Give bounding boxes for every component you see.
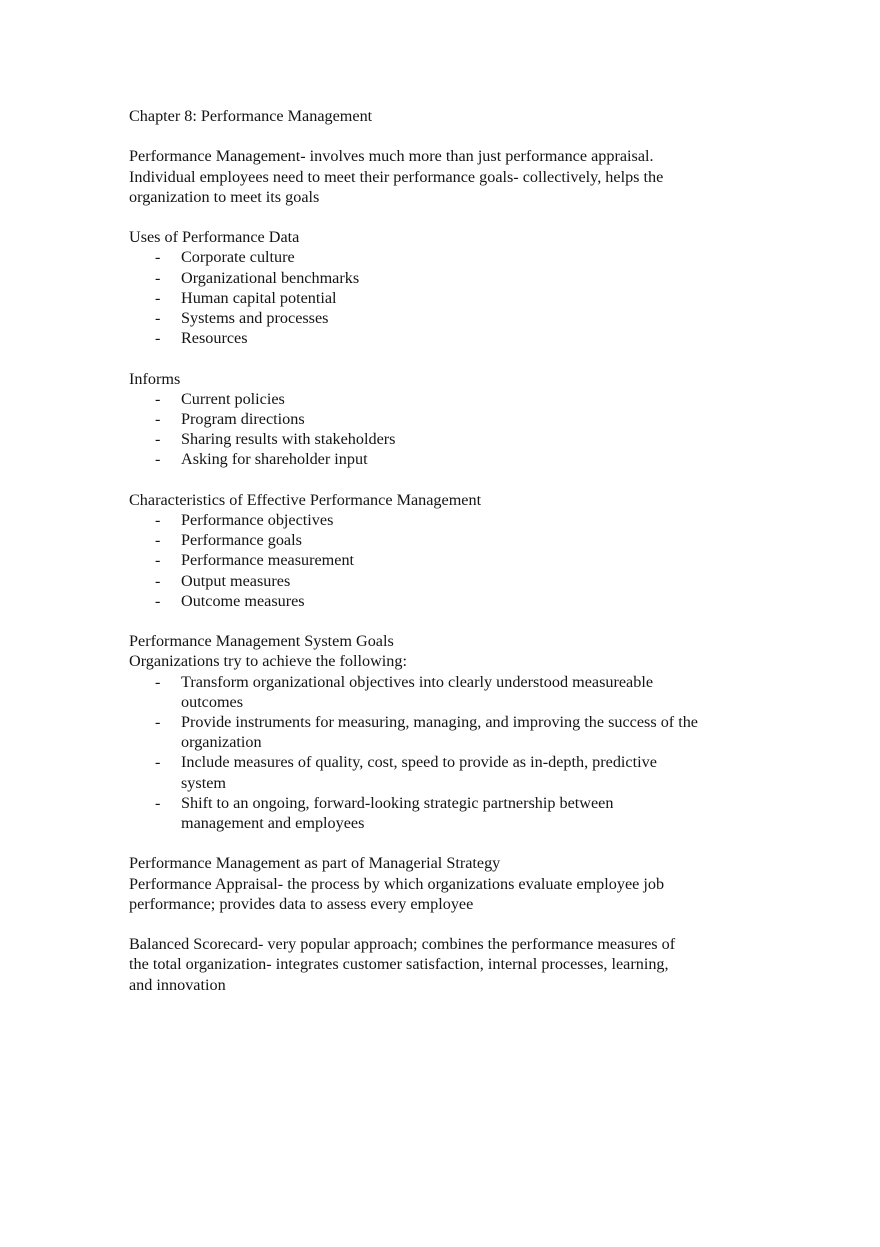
text-line: and innovation xyxy=(129,975,226,994)
section-heading-uses: Uses of Performance Data xyxy=(129,228,300,247)
list-item xyxy=(129,712,749,752)
bullet-dash: - xyxy=(155,268,161,287)
bullet-dash: - xyxy=(155,389,161,408)
bullet-dash: - xyxy=(155,571,161,590)
list-item xyxy=(129,752,749,792)
list-item-text: Current policies xyxy=(181,389,285,408)
bullet-dash: - xyxy=(155,753,161,772)
text-line: performance; provides data to assess every employee xyxy=(129,894,474,913)
text-line: Individual employees need to meet their performance goals- collectively, helps the xyxy=(129,167,664,186)
list-item xyxy=(129,510,749,530)
section-heading-strategy: Performance Management as part of Managerial Strategy xyxy=(129,854,501,873)
list-item xyxy=(129,550,749,570)
goals-list xyxy=(129,672,749,834)
bullet-dash: - xyxy=(155,410,161,428)
text-line: organization to meet its goals xyxy=(129,187,320,206)
list-item-text: organization xyxy=(181,733,262,752)
list-item xyxy=(129,247,749,267)
bullet-dash: - xyxy=(155,430,161,449)
bullet-dash: - xyxy=(155,450,161,469)
document-body xyxy=(129,106,749,995)
list-item-text: system xyxy=(181,773,226,792)
bullet-dash: - xyxy=(155,793,161,812)
bullet-dash: - xyxy=(155,591,161,610)
list-item-text: Transform organizational objectives into clearly understood measureable xyxy=(181,672,653,691)
bullet-dash: - xyxy=(155,248,161,267)
list-item-text: Include measures of quality, cost, speed to provide as in-depth, predictive xyxy=(181,753,657,772)
list-item xyxy=(129,672,749,712)
list-item xyxy=(129,328,749,348)
list-item xyxy=(129,449,749,469)
list-item xyxy=(129,308,749,328)
list-item-text: Organizational benchmarks xyxy=(181,268,360,287)
list-item-text: Corporate culture xyxy=(181,248,295,267)
text-line: Balanced Scorecard- very popular approach; combines the performance measures of xyxy=(129,935,676,954)
list-item xyxy=(129,389,749,409)
list-item-text: Performance objectives xyxy=(181,511,334,529)
section-heading-informs: Informs xyxy=(129,369,181,388)
bullet-dash: - xyxy=(155,551,161,570)
bullet-dash: - xyxy=(155,309,161,327)
text-line: Performance Appraisal- the process by which organizations evaluate employee job xyxy=(129,874,665,893)
list-item xyxy=(129,571,749,591)
list-item-text: Sharing results with stakeholders xyxy=(181,430,396,449)
bullet-dash: - xyxy=(155,713,161,732)
list-item-text: management and employees xyxy=(181,814,365,833)
section-subheading-goals: Organizations try to achieve the following: xyxy=(129,652,407,671)
list-item xyxy=(129,268,749,288)
list-item xyxy=(129,288,749,308)
section-heading-characteristics: Characteristics of Effective Performance Management xyxy=(129,490,482,509)
list-item xyxy=(129,793,749,833)
list-item-text: Human capital potential xyxy=(181,288,337,307)
bullet-dash: - xyxy=(155,531,161,550)
list-item xyxy=(129,429,749,449)
list-item-text: Output measures xyxy=(181,571,291,590)
list-item-text: Provide instruments for measuring, managing, and improving the success of the xyxy=(181,713,698,732)
uses-list xyxy=(129,247,749,348)
scorecard-paragraph xyxy=(129,934,749,995)
list-item xyxy=(129,409,749,429)
list-item-text: Systems and processes xyxy=(181,309,329,327)
list-item-text: Performance goals xyxy=(181,531,302,550)
bullet-dash: - xyxy=(155,672,161,691)
text-line: Performance Management- involves much more than just performance appraisal. xyxy=(129,147,654,166)
text-line: the total organization- integrates customer satisfaction, internal processes, learning, xyxy=(129,955,669,974)
list-item-text: Performance measurement xyxy=(181,551,355,570)
bullet-dash: - xyxy=(155,511,161,529)
list-item-text: Outcome measures xyxy=(181,591,305,610)
characteristics-list xyxy=(129,510,749,611)
bullet-dash: - xyxy=(155,288,161,307)
intro-paragraph xyxy=(129,146,749,207)
list-item-text: Asking for shareholder input xyxy=(181,450,368,469)
list-item xyxy=(129,591,749,611)
list-item-text: Program directions xyxy=(181,410,305,428)
list-item-text: Resources xyxy=(181,329,248,348)
bullet-dash: - xyxy=(155,329,161,348)
informs-list xyxy=(129,389,749,470)
section-heading-goals: Performance Management System Goals xyxy=(129,632,394,651)
list-item-text: Shift to an ongoing, forward-looking strategic partnership between xyxy=(181,793,614,812)
list-item xyxy=(129,530,749,550)
chapter-title: Chapter 8: Performance Management xyxy=(129,107,373,125)
list-item-text: outcomes xyxy=(181,692,244,711)
